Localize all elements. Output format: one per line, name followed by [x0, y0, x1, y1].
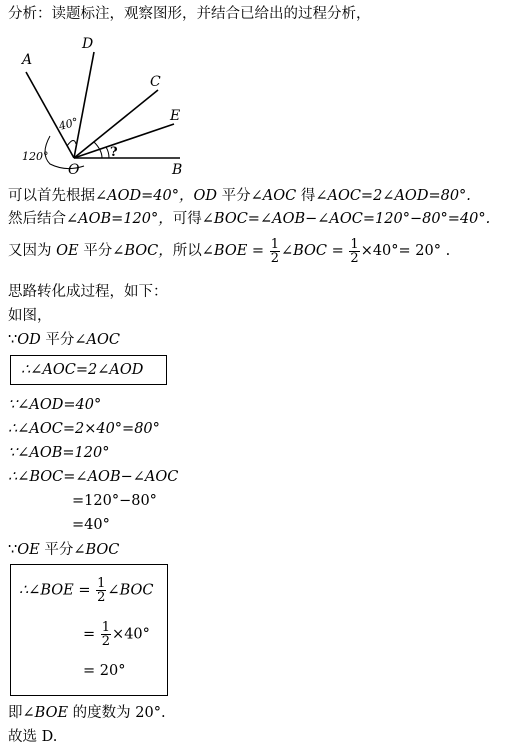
- step-od-bisects: ∵OD 平分∠AOC: [8, 332, 120, 348]
- highlight-box-1: [10, 355, 167, 385]
- step-aoc-80: ∴∠AOC=2×40°=80°: [8, 421, 160, 437]
- ray-OA: [26, 72, 74, 158]
- highlight-box-2: [10, 564, 168, 696]
- label-A: A: [22, 52, 33, 68]
- conclusion-line: 即∠BOE 的度数为 20°.: [8, 705, 166, 721]
- label-D: D: [82, 36, 94, 52]
- as-figure-line: 如图，: [8, 308, 52, 324]
- analysis-line-1: 可以首先根据∠AOD=40°，OD 平分∠AOC 得∠AOC=2∠AOD=80°.: [8, 188, 471, 204]
- box2-line3: = 20°: [83, 663, 126, 679]
- label-B: B: [172, 162, 183, 178]
- step-boc-result: =40°: [72, 517, 110, 533]
- unknown-angle-mark: ?: [110, 145, 118, 160]
- intro-line: 分析：读题标注，观察图形，并结合已给出的过程分析，: [8, 6, 371, 22]
- fraction-half: $\frac{1}{2}$: [97, 576, 106, 605]
- label-O: O: [68, 162, 80, 178]
- answer-line: 故选 D.: [8, 729, 58, 745]
- fraction-half: $\frac{1}{2}$: [350, 236, 359, 266]
- angle-120-note: 120°: [22, 150, 49, 163]
- arc-angle-EOB: [106, 147, 109, 158]
- fraction-half: $\frac{1}{2}$: [270, 236, 279, 266]
- ray-OE: [74, 124, 174, 158]
- box2-line2: = $\frac{1}{2}$ ×40°: [83, 620, 150, 649]
- angle-40-note: 40°: [57, 115, 80, 133]
- arc-angle-AOD: [67, 140, 76, 146]
- label-E: E: [170, 108, 181, 124]
- analysis-line-3: 又因为 OE 平分∠BOC，所以∠BOE = $\frac{1}{2}$ ∠BOC = $\frac{1}{2}$ ×40°= 20° .: [8, 236, 451, 266]
- step-boc-formula: ∴∠BOC=∠AOB−∠AOC: [8, 469, 179, 485]
- box1-text: ∴∠AOC=2∠AOD: [21, 362, 144, 378]
- process-heading: 思路转化成过程，如下：: [8, 284, 168, 300]
- step-boc-sub: =120°−80°: [72, 493, 157, 509]
- analysis-line-2: 然后结合∠AOB=120°，可得∠BOC=∠AOB−∠AOC=120°−80°=40°.: [8, 211, 491, 227]
- box2-line1: ∴∠BOE = $\frac{1}{2}$ ∠BOC: [19, 576, 154, 605]
- angle-figure: [10, 32, 200, 182]
- fraction-half: $\frac{1}{2}$: [101, 620, 111, 649]
- label-C: C: [150, 74, 161, 90]
- step-aod-40: ∵∠AOD=40°: [8, 397, 102, 413]
- step-oe-bisects: ∵OE 平分∠BOC: [8, 542, 120, 558]
- ray-OD: [74, 52, 94, 158]
- step-aob-120: ∵∠AOB=120°: [8, 445, 110, 461]
